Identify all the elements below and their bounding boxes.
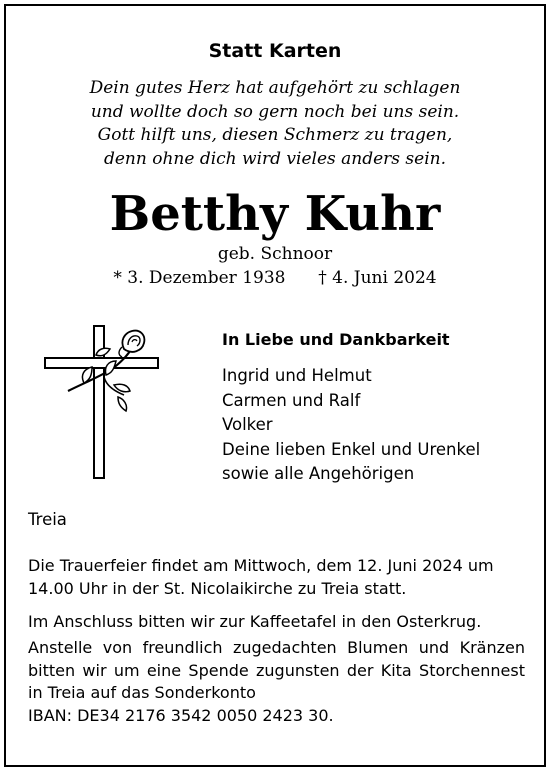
maiden-name: geb. Schnoor <box>217 244 333 264</box>
mourners-list <box>222 364 480 487</box>
notice-heading: Statt Karten <box>208 40 342 62</box>
donation-info <box>28 637 525 727</box>
place-name: Treia <box>28 510 67 529</box>
poem <box>0 77 550 171</box>
coffee-info: Im Anschluss bitten wir zur Kaffeetafel in den Osterkrug. <box>28 612 482 631</box>
poem-line: Gott hilft uns, diesen Schmerz zu tragen, <box>97 125 453 145</box>
poem-line: denn ohne dich wird vieles anders sein. <box>103 148 447 169</box>
mourner-entry: Deine lieben Enkel und Urenkel <box>222 439 481 459</box>
donation-text: Anstelle von freundlich zugedachten Blumen und Kränzen bitten wir um eine Spende zugunsten der Kita Storchennest in Treia auf das Sonderkonto <box>28 638 525 702</box>
mourner-entry: Volker <box>222 415 273 434</box>
iban-text: IBAN: DE34 2176 3542 0050 2423 30. <box>28 705 334 725</box>
poem-line: und wollte doch so gern noch bei uns sein. <box>90 101 460 122</box>
mourner-entry: sowie alle Angehörigen <box>222 464 415 483</box>
funeral-info: Die Trauerfeier findet am Mittwoch, dem 12. Juni 2024 um 14.00 Uhr in der St. Nicolaikirche zu Treia statt. <box>28 556 494 598</box>
gratitude-heading: In Liebe und Dankbarkeit <box>222 330 450 349</box>
life-dates <box>0 268 550 288</box>
death-date: † 4. Juni 2024 <box>318 268 437 288</box>
mourner-entry: Ingrid und Helmut <box>222 366 372 385</box>
mourner-entry: Carmen und Ralf <box>222 390 361 410</box>
cross-with-rose-icon <box>44 325 160 480</box>
poem-line: Dein gutes Herz hat aufgehört zu schlagen <box>89 78 461 98</box>
birth-date: * 3. Dezember 1938 <box>113 268 286 288</box>
deceased-name: Betthy Kuhr <box>109 186 441 242</box>
